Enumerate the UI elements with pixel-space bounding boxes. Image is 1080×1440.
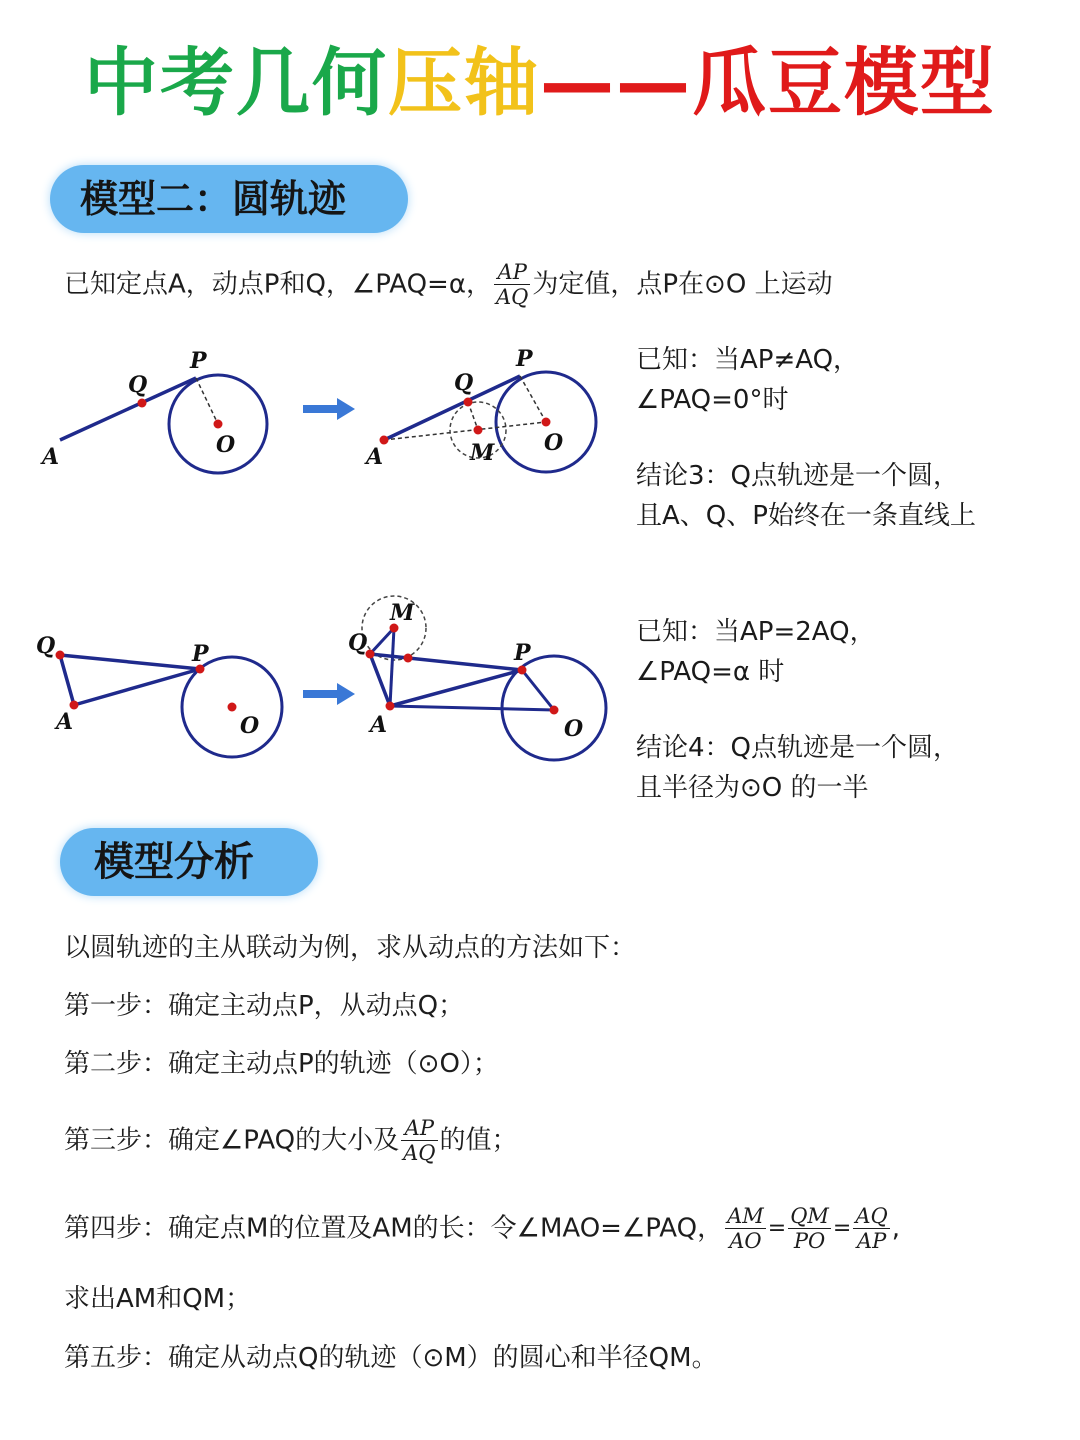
section-header-model-analysis: [60, 828, 318, 896]
section-header-model-two: [50, 165, 408, 233]
step4-text-a: 第四步：确定点M的位置及AM的长：令∠MAO=∠PAQ，: [64, 1213, 724, 1244]
point-o: [542, 418, 551, 427]
point-a: [386, 702, 395, 711]
step4-fraction-1-num: AM: [727, 1204, 764, 1228]
title-part-2: 压轴: [388, 40, 540, 126]
point-mid: [404, 654, 413, 663]
point-q: [138, 399, 147, 408]
point-q: [464, 398, 473, 407]
point-q: [56, 651, 65, 660]
conclusion-4-note: [636, 612, 959, 808]
model-intro: [64, 258, 833, 311]
intro-fraction-den: AQ: [495, 285, 529, 309]
step-2: 第二步：确定主动点P的轨迹（⊙O）；: [64, 1049, 499, 1079]
segment-a-o: [390, 706, 554, 710]
note1-line1: 已知：当AP≠AQ，: [636, 345, 860, 375]
label-m: M: [470, 440, 495, 466]
step3-fraction: [401, 1116, 437, 1165]
intro-fraction-num: AP: [494, 260, 530, 285]
analysis-intro: 以圆轨迹的主从联动为例，求从动点的方法如下：: [64, 933, 637, 963]
label-o: O: [216, 432, 236, 458]
point-p: [518, 666, 527, 675]
label-q: Q: [36, 633, 56, 659]
figure-2-before: [30, 625, 300, 765]
step4-fraction-3-den: AP: [856, 1229, 887, 1253]
page-title: [0, 38, 1080, 128]
radius-op: [196, 378, 218, 424]
step-3: [64, 1112, 518, 1169]
label-q: Q: [128, 372, 148, 398]
point-o: [214, 420, 223, 429]
label-p: P: [516, 346, 533, 372]
label-a: A: [42, 444, 60, 470]
step4-fraction-2-num: QM: [790, 1204, 829, 1228]
step3-text-a: 第三步：确定∠PAQ的大小及: [64, 1125, 400, 1156]
segment-q-m: [370, 628, 394, 654]
label-q: Q: [454, 370, 474, 396]
title-part-1: 中考几何: [84, 40, 388, 126]
step4-fraction-1: [725, 1204, 766, 1253]
note2-line2: ∠PAQ=α 时: [636, 657, 785, 687]
intro-text-b: 为定值，点P在⊙O 上运动: [532, 269, 833, 300]
radius-op: [520, 376, 546, 422]
step3-fraction-den: AQ: [403, 1141, 436, 1165]
note1-line3: 结论3：Q点轨迹是一个圆，: [636, 461, 960, 491]
label-p: P: [192, 641, 209, 667]
segment-a-o: [384, 422, 546, 440]
title-part-3: ——瓜豆模型: [540, 40, 996, 126]
step-5: 第五步：确定从动点Q的轨迹（⊙M）的圆心和半径QM。: [64, 1343, 718, 1373]
segment-a-m: [390, 628, 394, 706]
label-o: O: [564, 716, 584, 742]
step4-fraction-3: [853, 1204, 889, 1253]
note1-line4: 且A、Q、P始终在一条直线上: [636, 501, 976, 531]
intro-text-a: 已知定点A，动点P和Q，∠PAQ=α，: [64, 269, 492, 300]
label-m: M: [390, 600, 415, 626]
point-m: [474, 426, 483, 435]
label-a: A: [370, 712, 388, 738]
note1-line2: ∠PAQ=0°时: [636, 385, 789, 415]
figure-2-after: [340, 592, 620, 777]
point-o: [550, 706, 559, 715]
segment-p-o: [522, 670, 554, 710]
intro-fraction: [494, 260, 530, 309]
segment-a-p: [384, 376, 520, 440]
point-o: [228, 703, 237, 712]
figure-1-after: [360, 340, 610, 490]
step4-fraction-3-num: AQ: [855, 1204, 888, 1228]
label-o: O: [544, 430, 564, 456]
label-a: A: [366, 444, 384, 470]
arrow-right-icon: [303, 398, 355, 420]
label-p: P: [514, 640, 531, 666]
step-4: [64, 1200, 900, 1257]
note2-line1: 已知：当AP=2AQ，: [636, 617, 876, 647]
step4-end: ,: [891, 1213, 901, 1244]
section-header-label: 模型分析: [94, 839, 254, 885]
label-p: P: [190, 348, 207, 374]
step-4-continued: 求出AM和QM；: [64, 1284, 252, 1314]
step4-fraction-1-den: AO: [729, 1229, 762, 1253]
conclusion-3-note: [636, 340, 976, 536]
note2-line4: 且半径为⊙O 的一半: [636, 773, 869, 803]
figure-1-before: [30, 340, 290, 490]
label-q: Q: [348, 630, 368, 656]
step3-fraction-num: AP: [401, 1116, 437, 1141]
triangle-qpa: [60, 655, 200, 705]
step4-fraction-2-den: PO: [793, 1229, 826, 1253]
note2-line3: 结论4：Q点轨迹是一个圆，: [636, 733, 960, 763]
label-a: A: [56, 709, 74, 735]
step3-text-b: 的值；: [439, 1125, 518, 1156]
section-header-label: 模型二：圆轨迹: [80, 177, 347, 221]
step-1: 第一步：确定主动点P，从动点Q；: [64, 991, 465, 1021]
equals-sign: =: [767, 1215, 787, 1241]
equals-sign: =: [832, 1215, 852, 1241]
label-o: O: [240, 713, 260, 739]
step4-fraction-2: [788, 1204, 831, 1253]
